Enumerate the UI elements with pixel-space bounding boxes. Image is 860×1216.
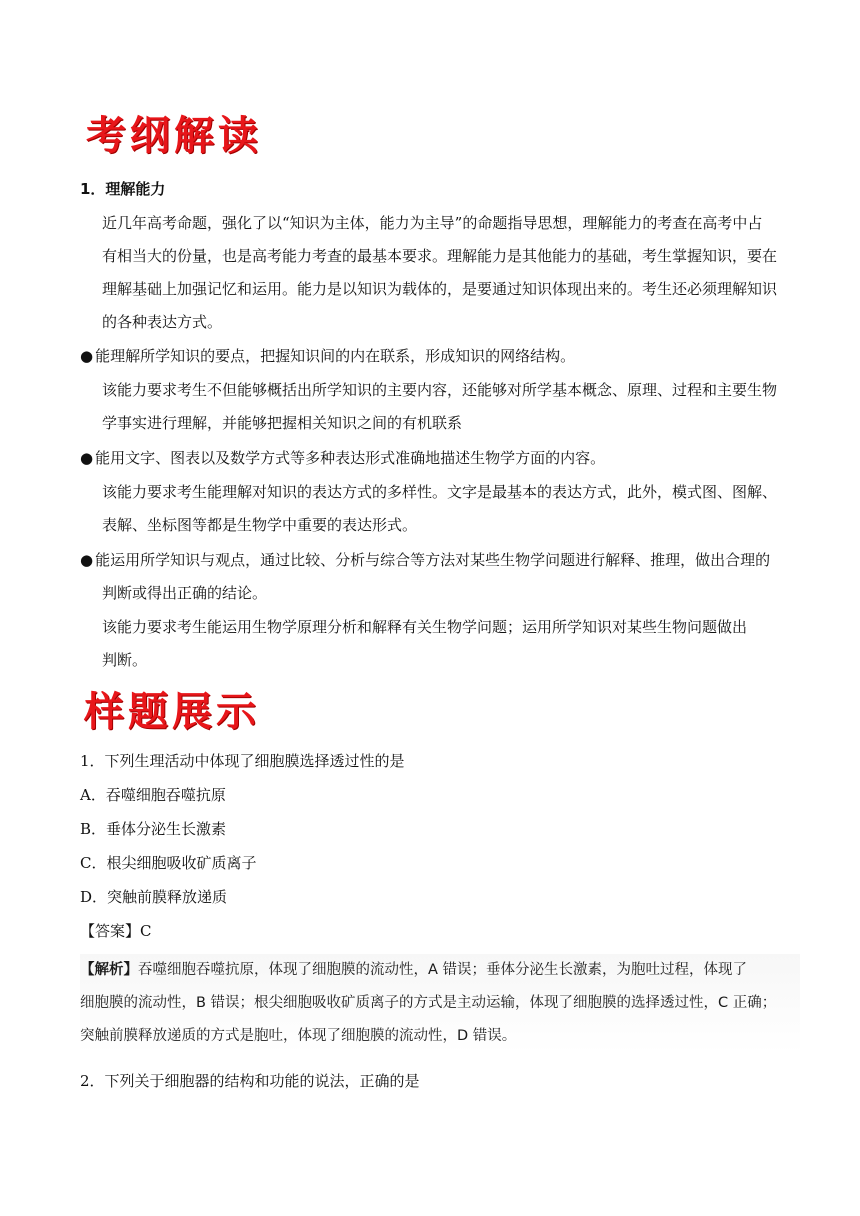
- option-b: B．垂体分泌生长激素: [80, 820, 227, 838]
- intro-line: 有相当大的份量，也是高考能力考查的最基本要求。理解能力是其他能力的基础，考生掌握知识，要在: [102, 247, 778, 265]
- bullet-icon: ●: [80, 347, 94, 365]
- section-heading: 1．理解能力: [80, 180, 166, 198]
- bullet-text: 能理解所学知识的要点，把握知识间的内在联系，形成知识的网络结构。: [95, 347, 576, 365]
- bullet-item: [80, 448, 605, 468]
- bullet-desc-line: 该能力要求考生能理解对知识的表达方式的多样性。文字是最基本的表达方式，此外，模式图、图解、: [102, 483, 778, 501]
- bullet-text-cont: 判断或得出正确的结论。: [102, 584, 268, 602]
- analysis-line: 【解析】吞噬细胞吞噬抗原，体现了细胞膜的流动性，A 错误；垂体分泌生长激素，为胞吐过程，体现了: [80, 962, 748, 978]
- intro-line: 理解基础上加强记忆和运用。能力是以知识为载体的，是要通过知识体现出来的。考生还必须理解知识: [102, 280, 778, 298]
- bullet-icon: ●: [80, 449, 94, 467]
- analysis-label: 【解析】: [80, 962, 138, 978]
- bullet-icon: ●: [80, 551, 94, 569]
- bullet-desc-line: 判断。: [102, 651, 148, 669]
- analysis-line: 细胞膜的流动性，B 错误；根尖细胞吸收矿质离子的方式是主动运输，体现了细胞膜的选择透过性，C 正确；: [80, 995, 777, 1011]
- syllabus-banner: 考纲解读: [86, 113, 262, 159]
- bullet-desc-line: 该能力要求考生能运用生物学原理分析和解释有关生物学问题；运用所学知识对某些生物问题做出: [102, 618, 748, 636]
- bullet-item: [80, 346, 575, 366]
- bullet-desc-line: 学事实进行理解，并能够把握相关知识之间的有机联系: [102, 414, 463, 432]
- option-c: C．根尖细胞吸收矿质离子: [80, 854, 257, 872]
- intro-line: 近几年高考命题，强化了以“知识为主体，能力为主导”的命题指导思想，理解能力的考查在高考中占: [102, 214, 763, 232]
- intro-line: 的各种表达方式。: [102, 313, 223, 331]
- bullet-desc-line: 表解、坐标图等都是生物学中重要的表达形式。: [102, 516, 418, 534]
- option-a: A．吞噬细胞吞噬抗原: [80, 786, 226, 804]
- bullet-item: [80, 550, 770, 570]
- bullet-desc-line: 该能力要求考生不但能够概括出所学知识的主要内容，还能够对所学基本概念、原理、过程和主要生物: [102, 381, 778, 399]
- question-stem: 1．下列生理活动中体现了细胞膜选择透过性的是: [80, 752, 405, 770]
- analysis-line: 突触前膜释放递质的方式是胞吐，体现了细胞膜的流动性，D 错误。: [80, 1028, 517, 1044]
- bullet-text: 能用文字、图表以及数学方式等多种表达形式准确地描述生物学方面的内容。: [95, 449, 606, 467]
- analysis-block: [80, 954, 800, 1053]
- sample-banner: 样题展示: [84, 689, 260, 735]
- option-d: D．突触前膜释放递质: [80, 888, 228, 906]
- answer: 【答案】C: [80, 922, 152, 940]
- question-stem: 2．下列关于细胞器的结构和功能的说法，正确的是: [80, 1072, 420, 1090]
- bullet-text: 能运用所学知识与观点，通过比较、分析与综合等方法对某些生物学问题进行解释、推理，做出合理的: [95, 551, 771, 569]
